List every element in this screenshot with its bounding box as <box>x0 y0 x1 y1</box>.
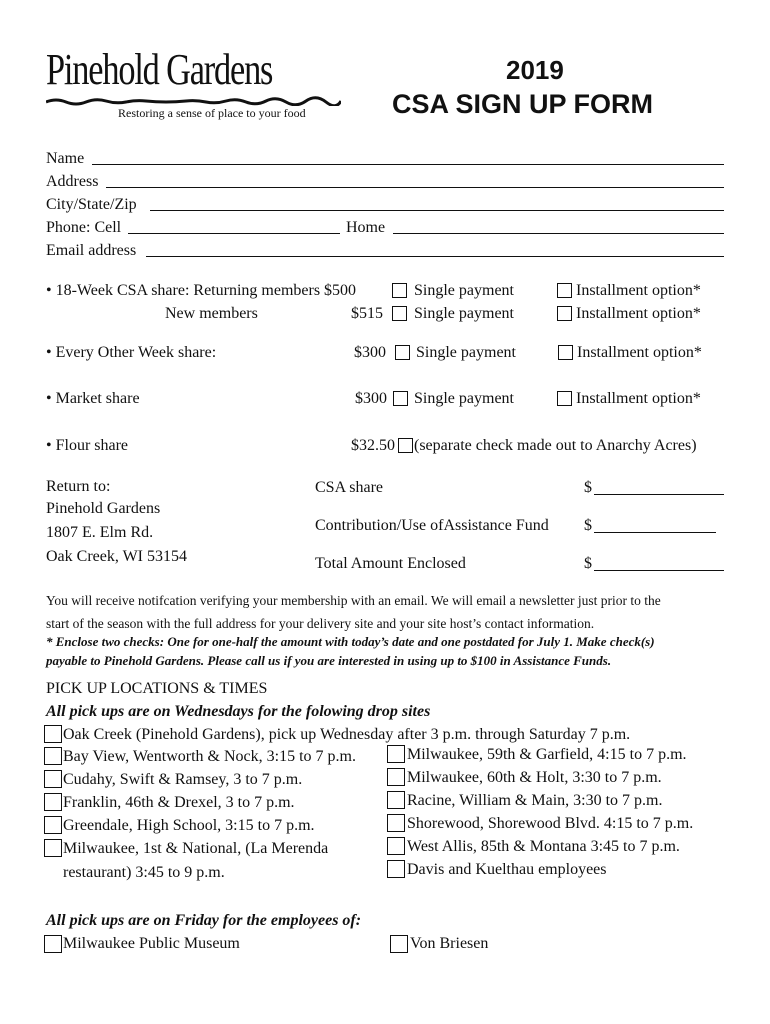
single-payment-label: Single payment <box>414 390 514 407</box>
shorewood-checkbox[interactable] <box>387 814 405 832</box>
franklin-checkbox[interactable] <box>44 793 62 811</box>
dollar-sign: $ <box>584 555 592 572</box>
single-payment-label: Single payment <box>416 344 516 361</box>
return-address-line2: 1807 E. Elm Rd. <box>46 524 154 541</box>
pickup-site-label: Milwaukee, 60th & Holt, 3:30 to 7 p.m. <box>407 769 662 786</box>
single-payment-label: Single payment <box>414 305 514 322</box>
email-label: Email address <box>46 242 137 259</box>
eighteen-week-returning-installment-checkbox[interactable] <box>557 283 572 298</box>
name-label: Name <box>46 150 85 167</box>
pickup-site-label: Franklin, 46th & Drexel, 3 to 7 p.m. <box>63 794 295 811</box>
pickup-site-label: Cudahy, Swift & Ramsey, 3 to 7 p.m. <box>63 771 303 788</box>
checks-note-line2: payable to Pinehold Gardens. Please call us if you are interested in using up to $100 in Assistance Funds. <box>46 653 612 668</box>
oak-creek-checkbox[interactable] <box>44 725 62 743</box>
friday-site-label: Von Briesen <box>410 935 489 952</box>
total-amount-field[interactable] <box>594 570 724 571</box>
csa-share-total-label: CSA share <box>315 479 383 496</box>
logo: Pinehold Gardens <box>46 45 273 94</box>
installment-label: Installment option* <box>576 282 701 299</box>
phone-cell-field[interactable] <box>128 233 340 234</box>
friday-site-label: Milwaukee Public Museum <box>63 935 240 952</box>
new-members-label: New members <box>165 305 258 322</box>
notice-line2: start of the season with the full address for your delivery site and your site host’s contact information. <box>46 616 595 631</box>
installment-label: Installment option* <box>576 390 701 407</box>
assistance-fund-amount-field[interactable] <box>594 532 716 533</box>
eighteen-week-share-label: • 18-Week CSA share: Returning members $500 <box>46 282 357 299</box>
pickup-heading: PICK UP LOCATIONS & TIMES <box>46 680 268 697</box>
pickup-site-label: Davis and Kuelthau employees <box>407 861 607 878</box>
flour-share-checkbox[interactable] <box>398 438 413 453</box>
eighteen-week-new-installment-checkbox[interactable] <box>557 306 572 321</box>
eighteen-week-returning-single-checkbox[interactable] <box>392 283 407 298</box>
pickup-site-label: West Allis, 85th & Montana 3:45 to 7 p.m. <box>407 838 680 855</box>
form-title: CSA SIGN UP FORM <box>392 89 654 119</box>
pickup-site-label: Bay View, Wentworth & Nock, 3:15 to 7 p.m. <box>63 748 356 765</box>
csa-share-amount-field[interactable] <box>594 494 724 495</box>
friday-heading: All pick ups are on Friday for the employees of: <box>46 912 362 929</box>
wednesday-heading: All pick ups are on Wednesdays for the folowing drop sites <box>46 703 431 720</box>
dollar-sign: $ <box>584 479 592 496</box>
total-enclosed-label: Total Amount Enclosed <box>315 555 466 572</box>
oak-creek-label: Oak Creek (Pinehold Gardens), pick up Wednesday after 3 p.m. through Saturday 7 p.m. <box>63 726 631 743</box>
city-state-zip-label: City/State/Zip <box>46 196 137 213</box>
flour-share-price: $32.50 <box>351 437 395 454</box>
milwaukee-60th-holt-checkbox[interactable] <box>387 768 405 786</box>
pickup-site-label-cont: restaurant) 3:45 to 9 p.m. <box>63 864 225 881</box>
installment-label: Installment option* <box>577 344 702 361</box>
return-address-line3: Oak Creek, WI 53154 <box>46 548 187 565</box>
pickup-site-label: Milwaukee, 59th & Garfield, 4:15 to 7 p.m. <box>407 746 687 763</box>
phone-home-field[interactable] <box>393 233 724 234</box>
notice-line1: You will receive notifcation verifying your membership with an email. We will email a newsletter just prior to the <box>46 593 661 608</box>
logo-underline <box>46 96 341 106</box>
bay-view-checkbox[interactable] <box>44 747 62 765</box>
every-other-week-installment-checkbox[interactable] <box>558 345 573 360</box>
pickup-site-label: Milwaukee, 1st & National, (La Merenda <box>63 840 329 857</box>
market-share-label: • Market share <box>46 390 140 407</box>
tagline: Restoring a sense of place to your food <box>118 106 306 120</box>
dollar-sign: $ <box>584 517 592 534</box>
milwaukee-public-museum-checkbox[interactable] <box>44 935 62 953</box>
every-other-week-label: • Every Other Week share: <box>46 344 217 361</box>
new-members-price: $515 <box>351 305 383 322</box>
address-field[interactable] <box>106 187 724 188</box>
west-allis-checkbox[interactable] <box>387 837 405 855</box>
pickup-site-label: Shorewood, Shorewood Blvd. 4:15 to 7 p.m. <box>407 815 694 832</box>
racine-checkbox[interactable] <box>387 791 405 809</box>
cudahy-checkbox[interactable] <box>44 770 62 788</box>
flour-share-note: (separate check made out to Anarchy Acres) <box>414 437 697 454</box>
return-address-line1: Pinehold Gardens <box>46 500 161 517</box>
von-briesen-checkbox[interactable] <box>390 935 408 953</box>
return-to-label: Return to: <box>46 478 111 495</box>
greendale-checkbox[interactable] <box>44 816 62 834</box>
market-share-price: $300 <box>355 390 387 407</box>
city-state-zip-field[interactable] <box>150 210 724 211</box>
davis-kuelthau-checkbox[interactable] <box>387 860 405 878</box>
flour-share-label: • Flour share <box>46 437 129 454</box>
assistance-fund-label: Contribution/Use ofAssistance Fund <box>315 517 549 534</box>
single-payment-label: Single payment <box>414 282 514 299</box>
address-label: Address <box>46 173 99 190</box>
form-year: 2019 <box>506 55 564 85</box>
pickup-site-label: Racine, William & Main, 3:30 to 7 p.m. <box>407 792 663 809</box>
milwaukee-1st-national-checkbox[interactable] <box>44 839 62 857</box>
every-other-week-single-checkbox[interactable] <box>395 345 410 360</box>
market-share-single-checkbox[interactable] <box>393 391 408 406</box>
eighteen-week-new-single-checkbox[interactable] <box>392 306 407 321</box>
every-other-week-price: $300 <box>354 344 386 361</box>
checks-note-line1: * Enclose two checks: One for one-half the amount with today’s date and one postdated for July 1. Make check(s) <box>46 634 655 649</box>
market-share-installment-checkbox[interactable] <box>557 391 572 406</box>
pickup-site-label: Greendale, High School, 3:15 to 7 p.m. <box>63 817 315 834</box>
name-field[interactable] <box>92 164 724 165</box>
installment-label: Installment option* <box>576 305 701 322</box>
milwaukee-59th-garfield-checkbox[interactable] <box>387 745 405 763</box>
phone-cell-label: Phone: Cell <box>46 219 122 236</box>
email-field[interactable] <box>146 256 724 257</box>
phone-home-label: Home <box>346 219 386 236</box>
